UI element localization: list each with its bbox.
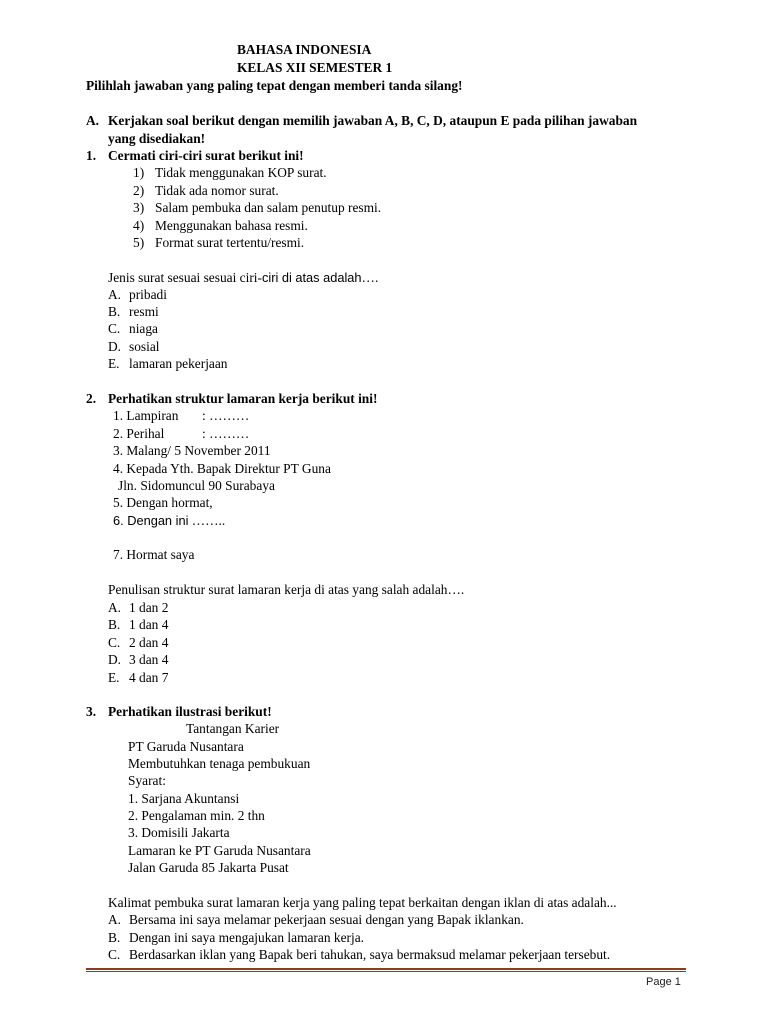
- q2-option-letter: D.: [108, 652, 122, 667]
- q1-option-letter: D.: [108, 339, 122, 354]
- ad-requirements-label: Syarat:: [128, 773, 166, 788]
- q3-number: 3.: [86, 704, 97, 719]
- q1-item-number: 2): [133, 183, 145, 198]
- q1-prompt: Cermati ciri-ciri surat berikut ini!: [108, 148, 304, 163]
- q2-line: 4. Kepada Yth. Bapak Direktur PT Guna: [113, 461, 331, 476]
- ad-send-to: Lamaran ke PT Garuda Nusantara: [128, 843, 311, 858]
- q2-option-letter: E.: [108, 670, 120, 685]
- q1-option-letter: A.: [108, 287, 122, 302]
- q1-option-letter: C.: [108, 321, 121, 336]
- ad-title: Tantangan Karier: [186, 721, 280, 736]
- q2-prompt: Perhatikan struktur lamaran kerja berikut ini!: [108, 391, 378, 406]
- ad-requirement: 1. Sarjana Akuntansi: [128, 791, 240, 806]
- class-title: KELAS XII SEMESTER 1: [237, 60, 393, 75]
- ad-requirement: 3. Domisili Jakarta: [128, 825, 230, 840]
- subject-title: BAHASA INDONESIA: [237, 42, 372, 57]
- q3-option-text: Dengan ini saya mengajukan lamaran kerja.: [129, 930, 364, 945]
- q1-option-letter: E.: [108, 356, 120, 371]
- q2-question: Penulisan struktur surat lamaran kerja di atas yang salah adalah….: [108, 582, 465, 597]
- q1-item-number: 1): [133, 165, 145, 180]
- q1-option-text: sosial: [129, 339, 160, 354]
- q1-question: [108, 270, 378, 286]
- q2-option-letter: B.: [108, 617, 121, 632]
- ad-need: Membutuhkan tenaga pembukuan: [128, 756, 311, 771]
- q1-question-part: ciri di atas adalah: [261, 270, 362, 285]
- q2-line: : ………: [202, 408, 250, 423]
- q3-prompt: Perhatikan ilustrasi berikut!: [108, 704, 272, 719]
- q2-line: : ………: [202, 426, 250, 441]
- section-a-line1: Kerjakan soal berikut dengan memilih jawaban A, B, C, D, ataupun E pada pilihan jawaban: [108, 113, 638, 128]
- q1-item-number: 3): [133, 200, 145, 215]
- q1-question-part: Jenis surat sesuai sesuai ciri-: [108, 270, 262, 285]
- q3-question: Kalimat pembuka surat lamaran kerja yang paling tepat berkaitan dengan iklan di atas adalah...: [108, 895, 617, 910]
- ad-company: PT Garuda Nusantara: [128, 739, 244, 754]
- q3-option-text: Berdasarkan iklan yang Bapak beri tahukan, saya bermaksud melamar pekerjaan tersebut.: [129, 947, 611, 962]
- section-a-line2: yang disediakan!: [108, 131, 206, 146]
- q1-item-text: Format surat tertentu/resmi.: [155, 235, 305, 250]
- q2-line: 1. Lampiran: [113, 408, 179, 423]
- footer-divider: [86, 971, 686, 972]
- q3-option-text: Bersama ini saya melamar pekerjaan sesuai dengan yang Bapak iklankan.: [129, 912, 524, 927]
- q2-line: 5. Dengan hormat,: [113, 495, 213, 510]
- q1-item-text: Menggunakan bahasa resmi.: [155, 218, 308, 233]
- q2-line: 7. Hormat saya: [113, 547, 195, 562]
- q2-line: 3. Malang/ 5 November 2011: [113, 443, 271, 458]
- q2-number: 2.: [86, 391, 97, 406]
- q3-option-letter: C.: [108, 947, 121, 962]
- q1-item-number: 5): [133, 235, 145, 250]
- q2-line-part: ……..: [188, 513, 226, 528]
- q1-item-text: Tidak menggunakan KOP surat.: [155, 165, 327, 180]
- q2-option-text: 1 dan 4: [129, 617, 169, 632]
- q2-option-text: 3 dan 4: [129, 652, 169, 667]
- footer-divider: [86, 968, 686, 970]
- q2-option-letter: C.: [108, 635, 121, 650]
- q1-option-text: resmi: [129, 304, 159, 319]
- ad-requirement: 2. Pengalaman min. 2 thn: [128, 808, 265, 823]
- q2-option-letter: A.: [108, 600, 122, 615]
- q2-option-text: 4 dan 7: [129, 670, 169, 685]
- q1-number: 1.: [86, 148, 97, 163]
- q1-item-number: 4): [133, 218, 145, 233]
- q1-item-text: Salam pembuka dan salam penutup resmi.: [155, 200, 382, 215]
- q1-option-text: lamaran pekerjaan: [129, 356, 228, 371]
- page-number: Page 1: [646, 976, 681, 988]
- q1-item-text: Tidak ada nomor surat.: [155, 183, 279, 198]
- section-a-marker: A.: [86, 113, 100, 128]
- ad-address: Jalan Garuda 85 Jakarta Pusat: [128, 860, 289, 875]
- q2-line: 2. Perihal: [113, 426, 165, 441]
- q1-question-part: ….: [361, 270, 379, 285]
- q1-option-text: pribadi: [129, 287, 167, 302]
- q3-option-letter: A.: [108, 912, 122, 927]
- q2-option-text: 1 dan 2: [129, 600, 169, 615]
- q2-line: [113, 513, 225, 529]
- q1-option-text: niaga: [129, 321, 158, 336]
- q2-line: Jln. Sidomuncul 90 Surabaya: [118, 478, 275, 493]
- q3-option-letter: B.: [108, 930, 121, 945]
- q2-line-part: 6. Dengan ini: [113, 513, 189, 528]
- q1-option-letter: B.: [108, 304, 121, 319]
- instruction: Pilihlah jawaban yang paling tepat dengan memberi tanda silang!: [86, 78, 463, 93]
- q2-option-text: 2 dan 4: [129, 635, 169, 650]
